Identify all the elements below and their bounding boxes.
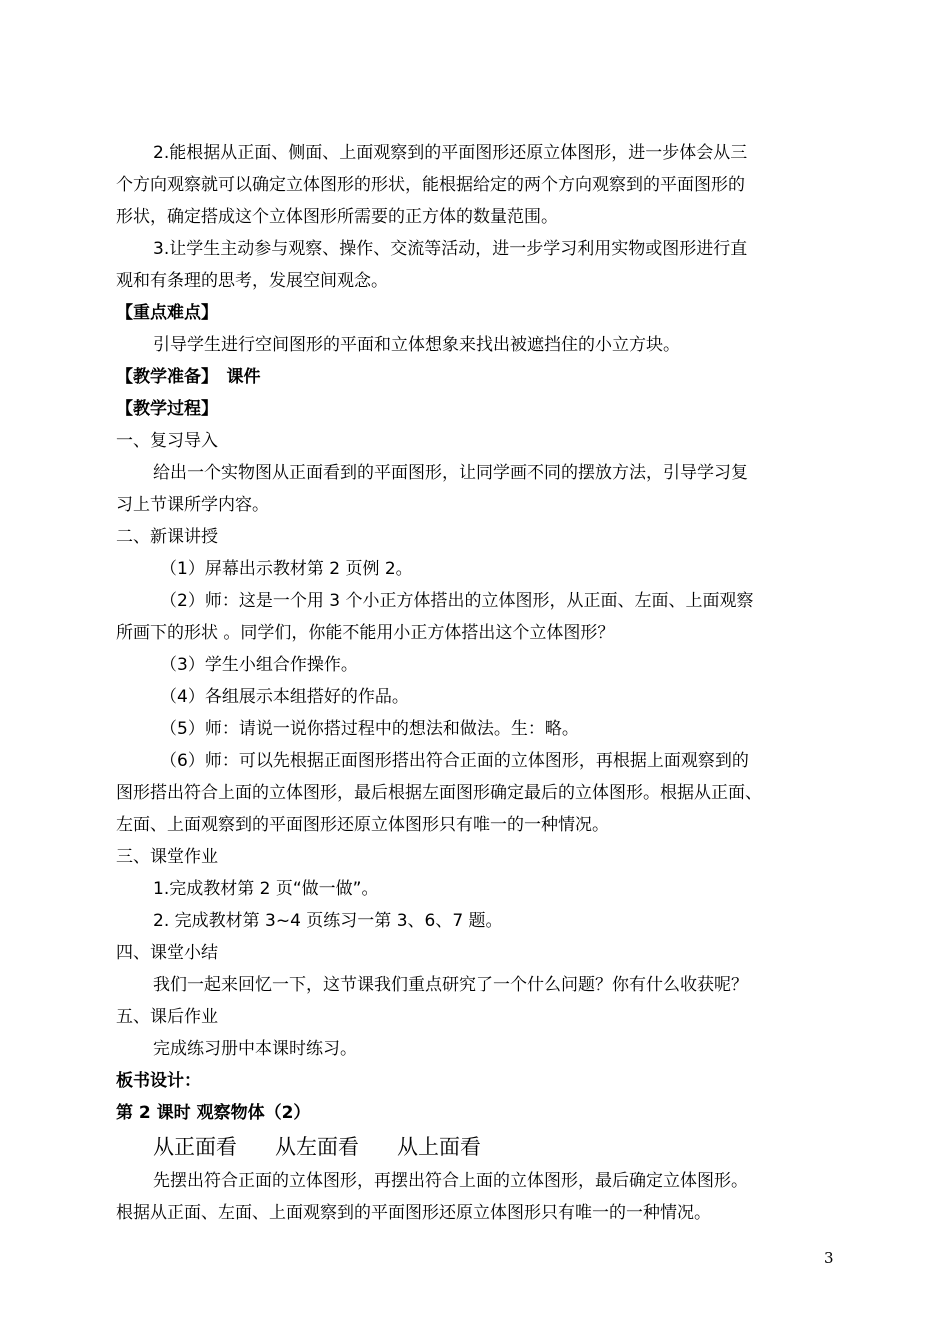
objective-2-line-2: 个方向观察就可以确定立体图形的形状，能根据给定的两个方向观察到的平面图形的: [116, 175, 745, 195]
objective-3-line-2: 观和有条理的思考，发展空间观念。: [116, 271, 388, 291]
page-number: 3: [824, 1249, 834, 1267]
section-5-heading: 五、课后作业: [116, 1007, 218, 1027]
view-label-top: 从上面看: [397, 1135, 481, 1159]
view-label-front: 从正面看: [153, 1135, 237, 1159]
section-3-heading: 三、课堂作业: [116, 847, 218, 867]
section-1-line-2: 习上节课所学内容。: [116, 495, 269, 515]
objective-2-line-3: 形状，确定搭成这个立体图形所需要的正方体的数量范围。: [116, 207, 558, 227]
homework-1: 1.完成教材第 2 页“做一做”。: [153, 879, 379, 899]
closing-line-1: 先摆出符合正面的立体图形，再摆出符合上面的立体图形，最后确定立体图形。: [153, 1171, 748, 1191]
preparation-line: 【教学准备】 课件: [116, 367, 261, 387]
lesson-title: 第 2 课时 观察物体（2）: [116, 1103, 311, 1123]
key-points-heading: 【重点难点】: [116, 303, 218, 323]
section-1-line-1: 给出一个实物图从正面看到的平面图形，让同学画不同的摆放方法，引导学习复: [153, 463, 748, 483]
section-4-heading: 四、课堂小结: [116, 943, 218, 963]
process-heading: 【教学过程】: [116, 399, 218, 419]
summary-text: 我们一起来回忆一下，这节课我们重点研究了一个什么问题？你有什么收获呢？: [153, 975, 748, 995]
section-1-heading: 一、复习导入: [116, 431, 218, 451]
view-label-left: 从左面看: [275, 1135, 359, 1159]
step-5: （5）师：请说一说你搭过程中的想法和做法。生：略。: [160, 719, 579, 739]
step-3: （3）学生小组合作操作。: [160, 655, 358, 675]
step-6-line-2: 图形搭出符合上面的立体图形，最后根据左面图形确定最后的立体图形。根据从正面、: [116, 783, 762, 803]
board-design-heading: 板书设计：: [116, 1071, 201, 1091]
step-6-line-1: （6）师：可以先根据正面图形搭出符合正面的立体图形，再根据上面观察到的: [160, 751, 749, 771]
key-points-text: 引导学生进行空间图形的平面和立体想象来找出被遮挡住的小立方块。: [153, 335, 680, 355]
objective-2-line-1: 2.能根据从正面、侧面、上面观察到的平面图形还原立体图形，进一步体会从三: [153, 143, 748, 163]
step-4: （4）各组展示本组搭好的作品。: [160, 687, 409, 707]
step-2-line-1: （2）师：这是一个用 3 个小正方体搭出的立体图形，从正面、左面、上面观察: [160, 591, 754, 611]
after-class-homework: 完成练习册中本课时练习。: [153, 1039, 357, 1059]
step-6-line-3: 左面、上面观察到的平面图形还原立体图形只有唯一的一种情况。: [116, 815, 609, 835]
step-2-line-2: 所画下的形状 。同学们，你能不能用小正方体搭出这个立体图形？: [116, 623, 615, 643]
document-body: [116, 137, 836, 1229]
step-1: （1）屏幕出示教材第 2 页例 2。: [160, 559, 413, 579]
section-2-heading: 二、新课讲授: [116, 527, 218, 547]
homework-2: 2. 完成教材第 3~4 页练习一第 3、6、7 题。: [153, 911, 503, 931]
objective-3-line-1: 3.让学生主动参与观察、操作、交流等活动，进一步学习利用实物或图形进行直: [153, 239, 748, 259]
closing-line-2: 根据从正面、左面、上面观察到的平面图形还原立体图形只有唯一的一种情况。: [116, 1203, 711, 1223]
view-labels: [116, 1129, 836, 1165]
